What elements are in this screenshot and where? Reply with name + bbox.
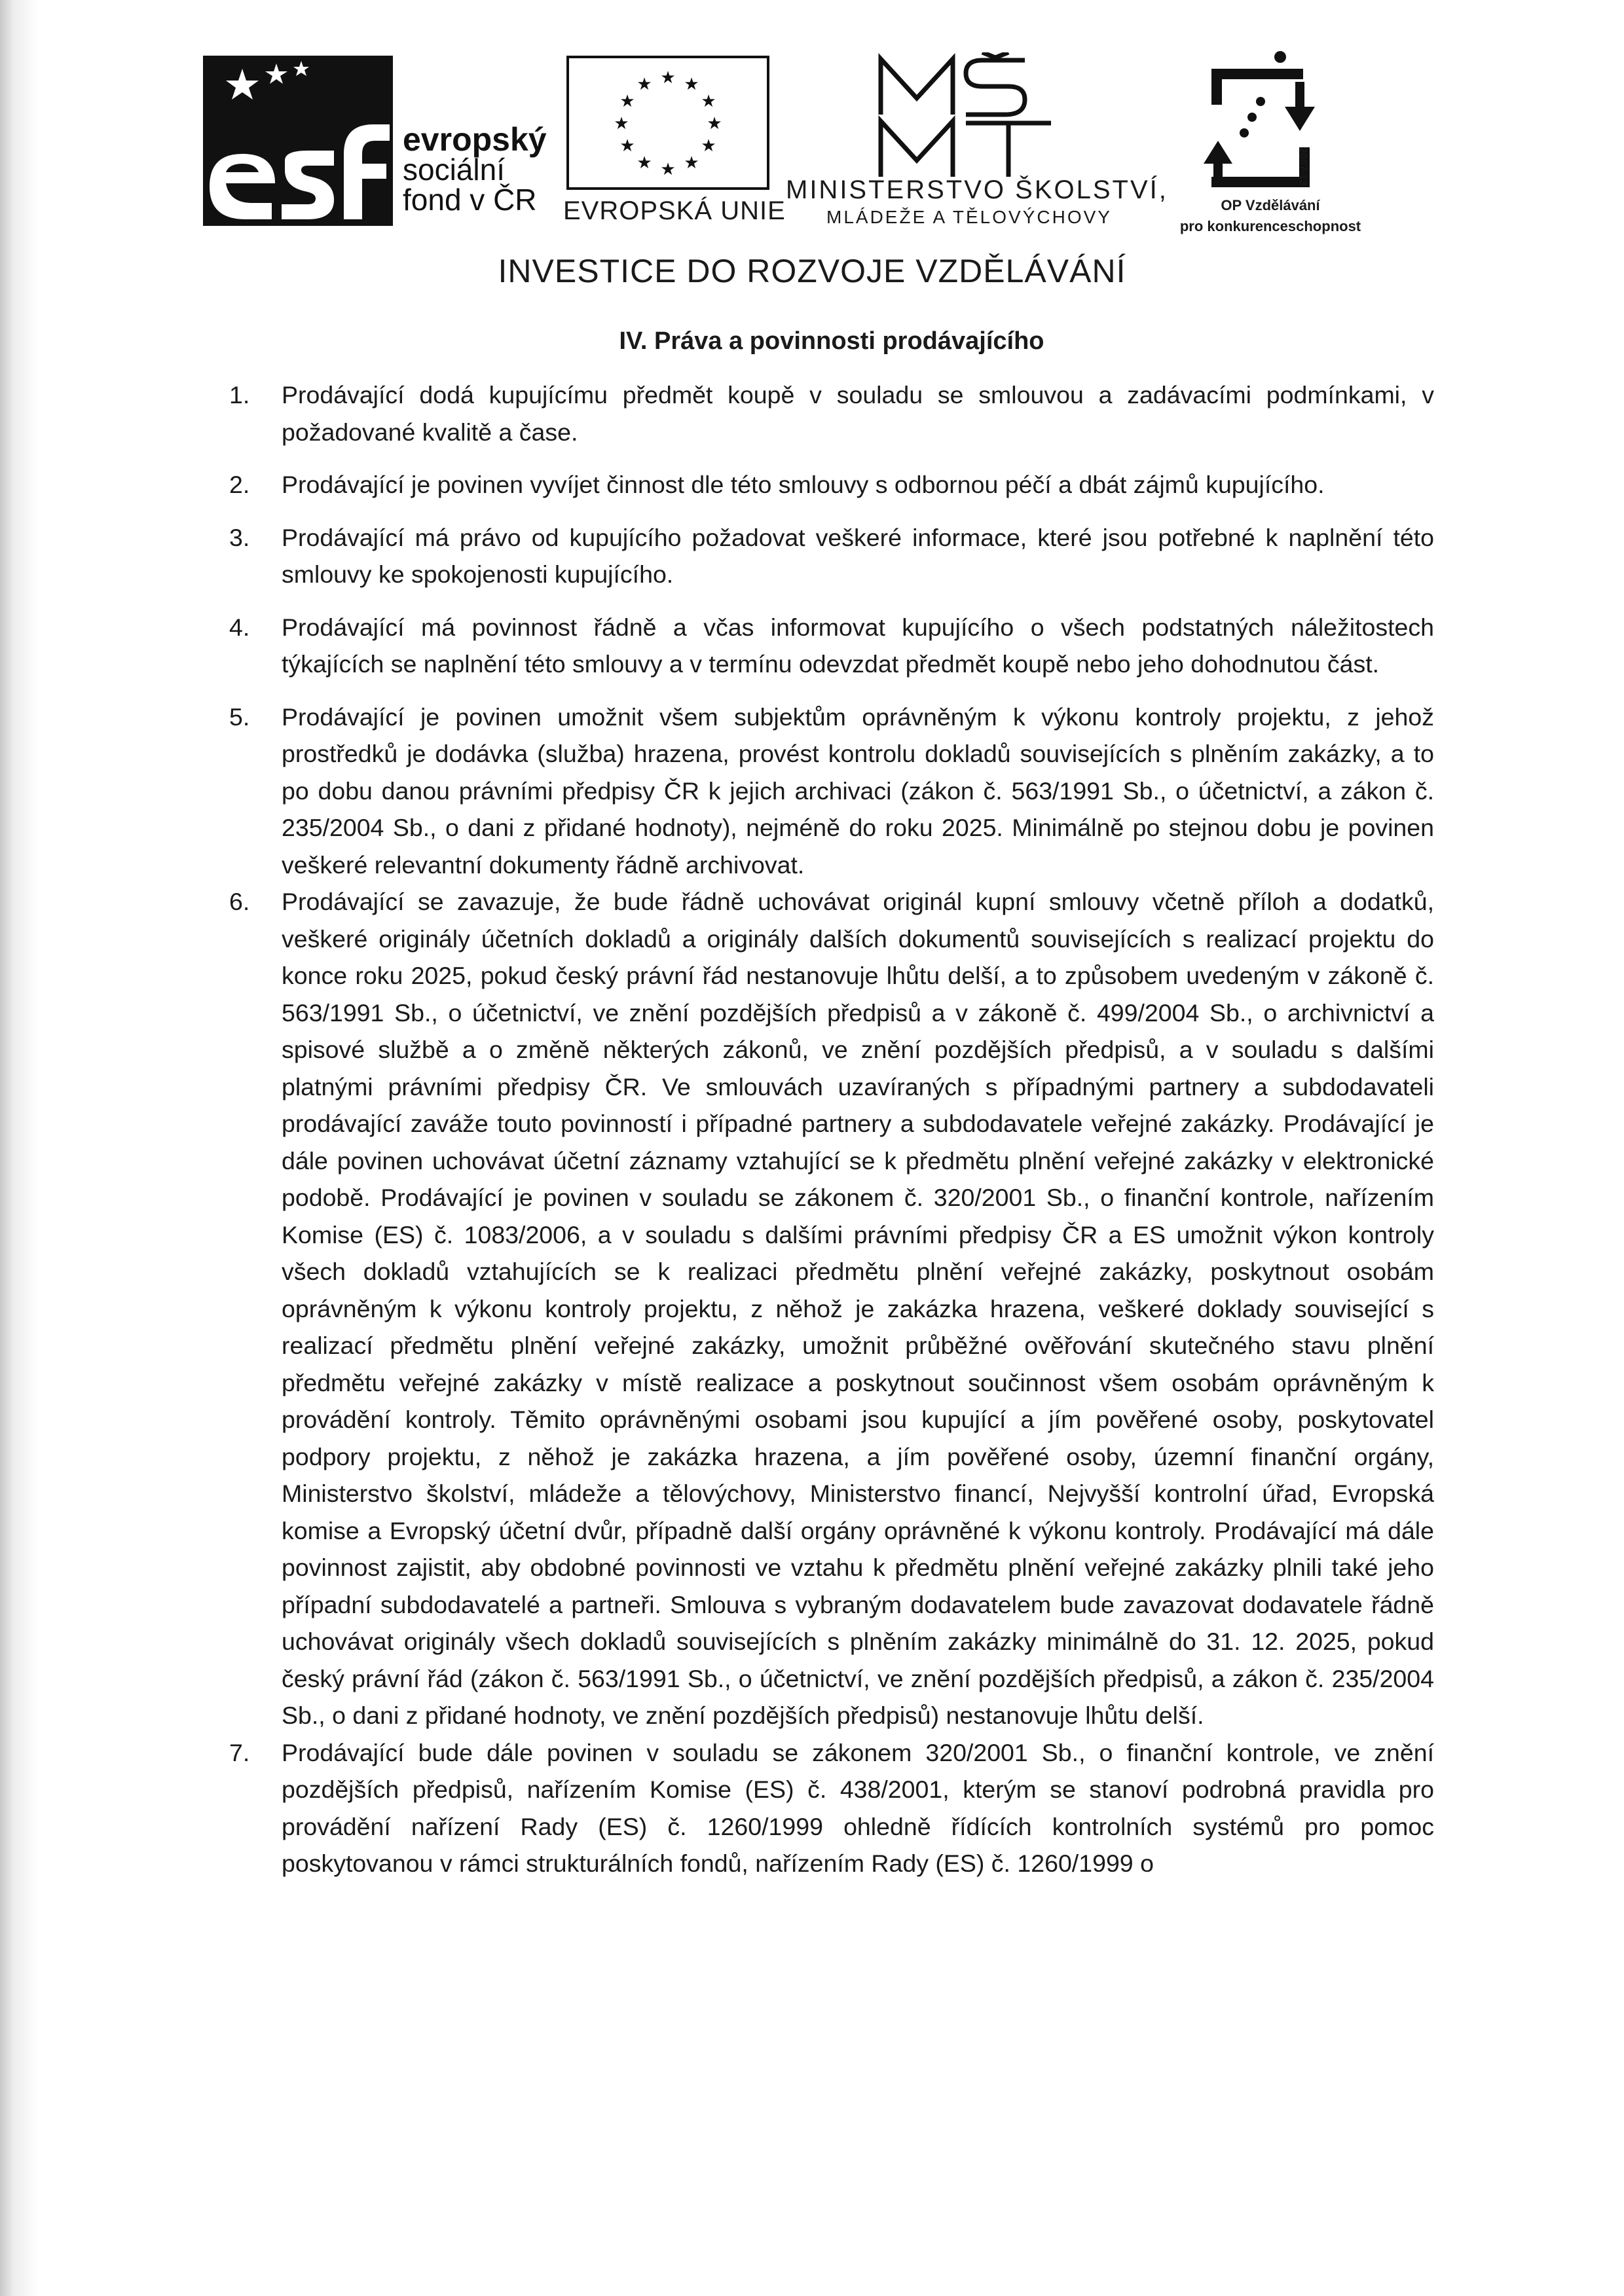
eu-flag-icon: [569, 58, 767, 187]
scan-shadow-edge: [0, 0, 39, 2296]
item-text: Prodávající je povinen vyvíjet činnost dle této smlouvy s odbornou péčí a dbát zájmů kupujícího.: [282, 471, 1325, 498]
svg-text:★: ★: [701, 136, 716, 156]
item-number: 4.: [229, 613, 250, 641]
op-years: 2007-13: [1297, 147, 1308, 186]
msmt-line-1: MINISTERSTVO ŠKOLSTVÍ,: [786, 175, 1168, 204]
item-number: 2.: [229, 471, 250, 498]
item-number: 5.: [229, 702, 250, 731]
document-body: [229, 327, 1434, 1882]
svg-text:★: ★: [637, 75, 652, 94]
item-number: 3.: [229, 523, 250, 551]
list-item: [229, 376, 1434, 450]
esf-logo-text: [403, 121, 547, 217]
op-line-1: OP Vzdělávání: [1221, 197, 1320, 213]
msmt-logo-icon: [868, 52, 1064, 183]
svg-text:★: ★: [684, 153, 699, 173]
msmt-logo: [786, 52, 1168, 229]
esf-line-3: fond v ČR: [403, 183, 537, 217]
item-text: Prodávající má povinnost řádně a včas informovat kupujícího o všech podstatných náležitostech týkajících se naplnění této smlouvy a v termínu odevzdat předmět koupě nebo jeho dohodnutou část.: [282, 613, 1434, 678]
op-logo-icon: [1198, 49, 1329, 193]
list-item: [229, 466, 1434, 503]
esf-logo-icon: [203, 56, 393, 226]
svg-text:★: ★: [619, 136, 635, 156]
list-item: [229, 609, 1434, 683]
item-number: 7.: [229, 1738, 250, 1766]
svg-text:★: ★: [637, 153, 652, 173]
tagline: INVESTICE DO ROZVOJE VZDĚLÁVÁNÍ: [498, 253, 1126, 289]
item-text: Prodávající je povinen umožnit všem subjektům oprávněným k výkonu kontroly projektu, z jehož prostředků je dodávka (služba) hrazena, provést kontrolu dokladů souvisejících s plněním zakázky, a to po dobu danou právními předpisy ČR k jejich archivaci (zákon č. 563/1991 Sb., o účetnictví, a zákon č. 235/2004 Sb., o dani z přidané hodnoty), nejméně do roku 2025. Minimálně po stejnou dobu je povinen veškeré relevantní dokumenty řádně archivovat.: [282, 702, 1434, 879]
eu-flag-frame: [566, 56, 769, 190]
svg-text:★: ★: [684, 75, 699, 94]
list-item: [229, 883, 1434, 1734]
item-number: 6.: [229, 888, 250, 915]
eu-label: EVROPSKÁ UNIE: [563, 196, 786, 225]
header-logos: [0, 0, 1624, 308]
svg-text:★: ★: [619, 92, 635, 111]
item-text: Prodávající se zavazuje, že bude řádně uchovávat originál kupní smlouvy včetně příloh a dodatků, veškeré originály účetních dokladů a originály dalších dokumentů souvisejících s realizací projektu do konce roku 2025, pokud český právní řád nestanovuje lhůtu delší, a to způsobem uvedeným v zákoně č. 563/1991 Sb., o účetnictví, ve znění pozdějších předpisů a v zákoně č. 499/2004 Sb., o archivnictví a spisové službě a o změně některých zákonů, ve znění pozdějších předpisů, a v souladu s dalšími platnými právními předpisy ČR. Ve smlouvách uzavíraných s případnými partnery a subdodavateli prodávající zaváže touto povinností i případné partnery a subdodavatele veřejné zakázky. Prodávající je dále povinen uchovávat účetní záznamy vztahující se k předmětu plnění veřejné zakázky v elektronické podobě. Prodávající je povinen v souladu se zákonem č. 320/2001 Sb., o finanční kontrole, nařízením Komise (ES) č. 1083/2006, a v souladu s dalšími právními předpisy ČR a ES umožnit výkon kontroly všech dokladů vztahujících se k realizaci předmětu plnění veřejné zakázky, poskytnout osobám oprávněným k výkonu kontroly projektu, z něhož je zakázka hrazena, veškeré doklady související s realizací předmětu plnění veřejné zakázky, umožnit průběžné ověřování skutečného stavu plnění předmětu veřejné zakázky v místě realizace a poskytnout součinnost všem osobám oprávněným k provádění kontroly. Těmito oprávněnými osobami jsou kupující a jím pověřené osoby, poskytovatel podpory projektu, z něhož je zakázka hrazena, a jím pověřené osoby, územní finanční orgány, Ministerstvo školství, mládeže a tělovýchovy, Ministerstvo financí, Nejvyšší kontrolní úřad, Evropská komise a Evropský účetní dvůr, případně další orgány oprávněné k výkonu kontroly. Prodávající má dále povinnost zajistit, aby obdobné povinnosti ve vztahu k předmětu plnění veřejné zakázky plnili také jeho případní subdodavatelé a partneři. Smlouva s vybraným dodavatelem bude zavazovat dodavatele řádně uchovávat originály všech dokladů souvisejících s plněním zakázky minimálně do 31. 12. 2025, pokud český právní řád (zákon č. 563/1991 Sb., o účetnictví, ve znění pozdějších předpisů, a zákon č. 235/2004 Sb., o dani z přidané hodnoty, ve znění pozdějších předpisů) nestanovuje lhůtu delší.: [282, 888, 1434, 1729]
svg-text:★: ★: [701, 92, 716, 111]
esf-logo: [203, 56, 557, 226]
svg-text:★: ★: [660, 160, 676, 179]
item-text: Prodávající dodá kupujícímu předmět koupě v souladu se smlouvou a zadávacími podmínkami, v požadované kvalitě a čase.: [282, 381, 1434, 446]
item-text: Prodávající má právo od kupujícího požadovat veškeré informace, které jsou potřebné k naplnění této smlouvy ke spokojenosti kupujícího.: [282, 523, 1434, 588]
msmt-line-2: MLÁDEŽE A TĚLOVÝCHOVY: [826, 207, 1112, 227]
op-logo: [1153, 49, 1388, 232]
eu-logo: [563, 56, 786, 226]
esf-line-1: evropský: [403, 121, 547, 158]
list-item: [229, 519, 1434, 593]
clause-list: [229, 376, 1434, 1882]
esf-line-2: sociální: [403, 153, 505, 187]
svg-text:★: ★: [707, 114, 722, 134]
svg-text:★: ★: [660, 68, 676, 88]
list-item: [229, 699, 1434, 884]
svg-text:★: ★: [614, 114, 629, 134]
section-title: IV. Práva a povinnosti prodávajícího: [619, 327, 1044, 355]
list-item: [229, 1734, 1434, 1882]
item-text: Prodávající bude dále povinen v souladu se zákonem 320/2001 Sb., o finanční kontrole, ve znění pozdějších předpisů, nařízením Komise (ES) č. 438/2001, kterým se stanoví podrobná pravidla pro provádění nařízení Rady (ES) č. 1260/1999 ohledně řídících kontrolních systémů pro pomoc poskytovanou v rámci strukturálních fondů, nařízením Rady (ES) č. 1260/1999 o: [282, 1738, 1434, 1877]
op-line-2: pro konkurenceschopnost: [1179, 218, 1361, 234]
item-number: 1.: [229, 381, 250, 409]
